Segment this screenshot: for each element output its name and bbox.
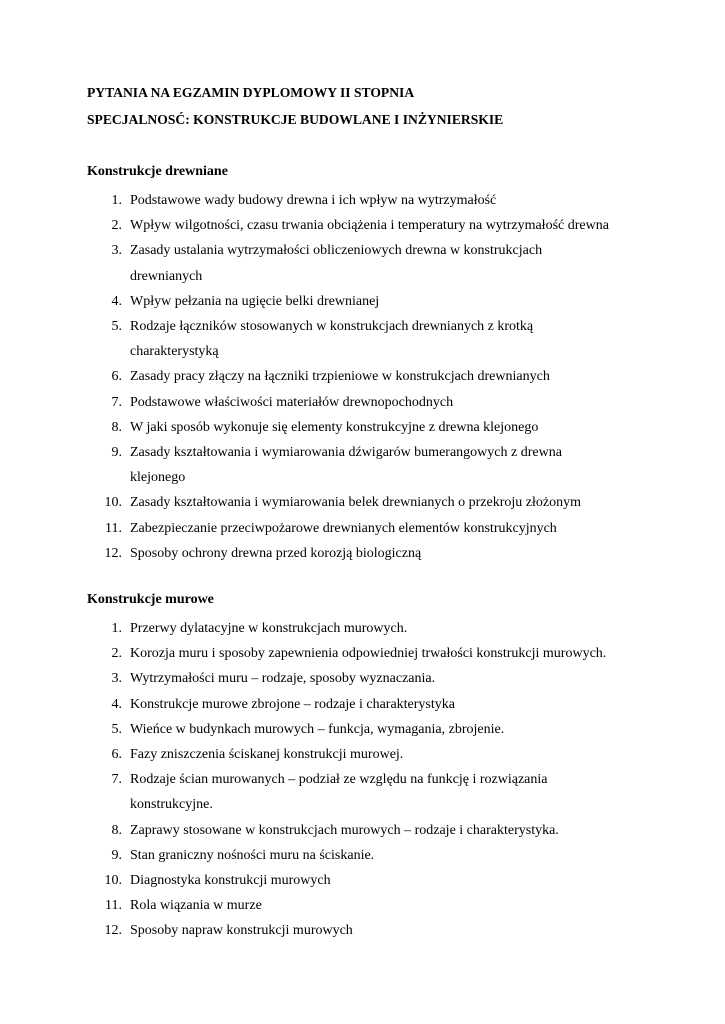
question-list bbox=[87, 188, 707, 566]
item-text: Wpływ wilgotności, czasu trwania obciążenia i temperatury na wytrzymałość drewna bbox=[130, 218, 609, 234]
list-item bbox=[87, 868, 707, 893]
item-number: 3. bbox=[111, 671, 122, 687]
item-number: 5. bbox=[111, 721, 122, 737]
item-text: Zasady kształtowania i wymiarowania belek drewnianych o przekroju złożonym bbox=[130, 495, 581, 511]
item-text: Sposoby napraw konstrukcji murowych bbox=[130, 923, 353, 939]
item-text: Konstrukcje murowe zbrojone – rodzaje i charakterystyka bbox=[130, 696, 455, 712]
item-number: 6. bbox=[111, 747, 122, 763]
item-number: 1. bbox=[111, 621, 122, 636]
list-item bbox=[87, 641, 707, 666]
item-number: 8. bbox=[111, 822, 122, 838]
item-number: 1. bbox=[111, 193, 122, 208]
list-item bbox=[87, 238, 707, 288]
item-number: 10. bbox=[104, 873, 122, 889]
item-text: Wytrzymałości muru – rodzaje, sposoby wyznaczania. bbox=[130, 671, 436, 687]
section-heading: Konstrukcje murowe bbox=[87, 592, 214, 607]
item-text: drewnianych bbox=[130, 268, 203, 284]
item-text: Wpływ pełzania na ugięcie belki drewnianej bbox=[130, 293, 380, 309]
item-text: klejonego bbox=[130, 470, 186, 486]
list-item bbox=[87, 541, 707, 566]
item-text: Podstawowe wady budowy drewna i ich wpływ na wytrzymałość bbox=[130, 193, 497, 208]
item-number: 9. bbox=[111, 445, 122, 461]
item-text: Stan graniczny nośności muru na ściskanie. bbox=[130, 847, 375, 863]
item-number: 12. bbox=[104, 923, 122, 939]
item-text: Zasady pracy złączy na łączniki trzpieniowe w konstrukcjach drewnianych bbox=[130, 369, 550, 385]
section-heading: Konstrukcje drewniane bbox=[87, 164, 228, 179]
list-item bbox=[87, 440, 707, 490]
list-item bbox=[87, 289, 707, 314]
item-text: Przerwy dylatacyjne w konstrukcjach murowych. bbox=[130, 621, 408, 636]
list-item bbox=[87, 717, 707, 742]
item-text: charakterystyką bbox=[130, 344, 219, 360]
list-item bbox=[87, 364, 707, 389]
item-number: 7. bbox=[111, 394, 122, 410]
list-item bbox=[87, 893, 707, 918]
item-text: W jaki sposób wykonuje się elementy konstrukcyjne z drewna klejonego bbox=[130, 419, 539, 435]
item-text: Rodzaje łączników stosowanych w konstrukcjach drewnianych z krotką bbox=[130, 319, 534, 335]
list-item bbox=[87, 314, 707, 364]
item-text: Zaprawy stosowane w konstrukcjach murowych – rodzaje i charakterystyka. bbox=[130, 822, 559, 838]
item-text: Diagnostyka konstrukcji murowych bbox=[130, 873, 331, 889]
item-number: 7. bbox=[111, 772, 122, 788]
document-title-line-2: SPECJALNOSĆ: KONSTRUKCJE BUDOWLANE I INŻYNIERSKIE bbox=[87, 112, 504, 127]
item-text: Wieńce w budynkach murowych – funkcja, wymagania, zbrojenie. bbox=[130, 721, 505, 737]
list-item bbox=[87, 742, 707, 767]
item-text: Zasady kształtowania i wymiarowania dźwigarów bumerangowych z drewna bbox=[130, 445, 562, 461]
item-number: 3. bbox=[111, 243, 122, 259]
item-number: 11. bbox=[105, 520, 122, 536]
list-item bbox=[87, 213, 707, 238]
item-number: 5. bbox=[111, 319, 122, 335]
item-text: Zabezpieczanie przeciwpożarowe drewnianych elementów konstrukcyjnych bbox=[130, 520, 557, 536]
item-number: 11. bbox=[105, 898, 122, 914]
list-item bbox=[87, 818, 707, 843]
item-text: Sposoby ochrony drewna przed korozją biologiczną bbox=[130, 545, 422, 561]
list-item bbox=[87, 843, 707, 868]
item-number: 12. bbox=[104, 545, 122, 561]
list-item bbox=[87, 415, 707, 440]
list-item bbox=[87, 666, 707, 691]
list-item bbox=[87, 692, 707, 717]
question-list bbox=[87, 616, 707, 944]
list-item bbox=[87, 918, 707, 943]
item-number: 4. bbox=[111, 696, 122, 712]
item-text: Zasady ustalania wytrzymałości obliczeniowych drewna w konstrukcjach bbox=[130, 243, 543, 259]
list-item bbox=[87, 188, 707, 213]
item-text: Rodzaje ścian murowanych – podział ze względu na funkcję i rozwiązania bbox=[130, 772, 548, 788]
item-number: 6. bbox=[111, 369, 122, 385]
section-konstrukcje-drewniane bbox=[87, 163, 707, 566]
item-text: Korozja muru i sposoby zapewnienia odpowiedniej trwałości konstrukcji murowych. bbox=[130, 646, 607, 662]
list-item bbox=[87, 490, 707, 515]
item-number: 10. bbox=[104, 495, 122, 511]
item-text: Fazy zniszczenia ściskanej konstrukcji murowej. bbox=[130, 747, 404, 763]
item-text: Podstawowe właściwości materiałów drewnopochodnych bbox=[130, 394, 454, 410]
item-text: konstrukcyjne. bbox=[130, 797, 213, 813]
list-item bbox=[87, 616, 707, 641]
item-number: 9. bbox=[111, 847, 122, 863]
list-item bbox=[87, 516, 707, 541]
list-item bbox=[87, 767, 707, 817]
section-konstrukcje-murowe bbox=[87, 591, 707, 944]
item-number: 4. bbox=[111, 293, 122, 309]
item-number: 8. bbox=[111, 419, 122, 435]
item-number: 2. bbox=[111, 646, 122, 662]
document-title-line-1: PYTANIA NA EGZAMIN DYPLOMOWY II STOPNIA bbox=[87, 85, 415, 100]
item-text: Rola wiązania w murze bbox=[130, 898, 262, 914]
list-item bbox=[87, 390, 707, 415]
item-number: 2. bbox=[111, 218, 122, 234]
